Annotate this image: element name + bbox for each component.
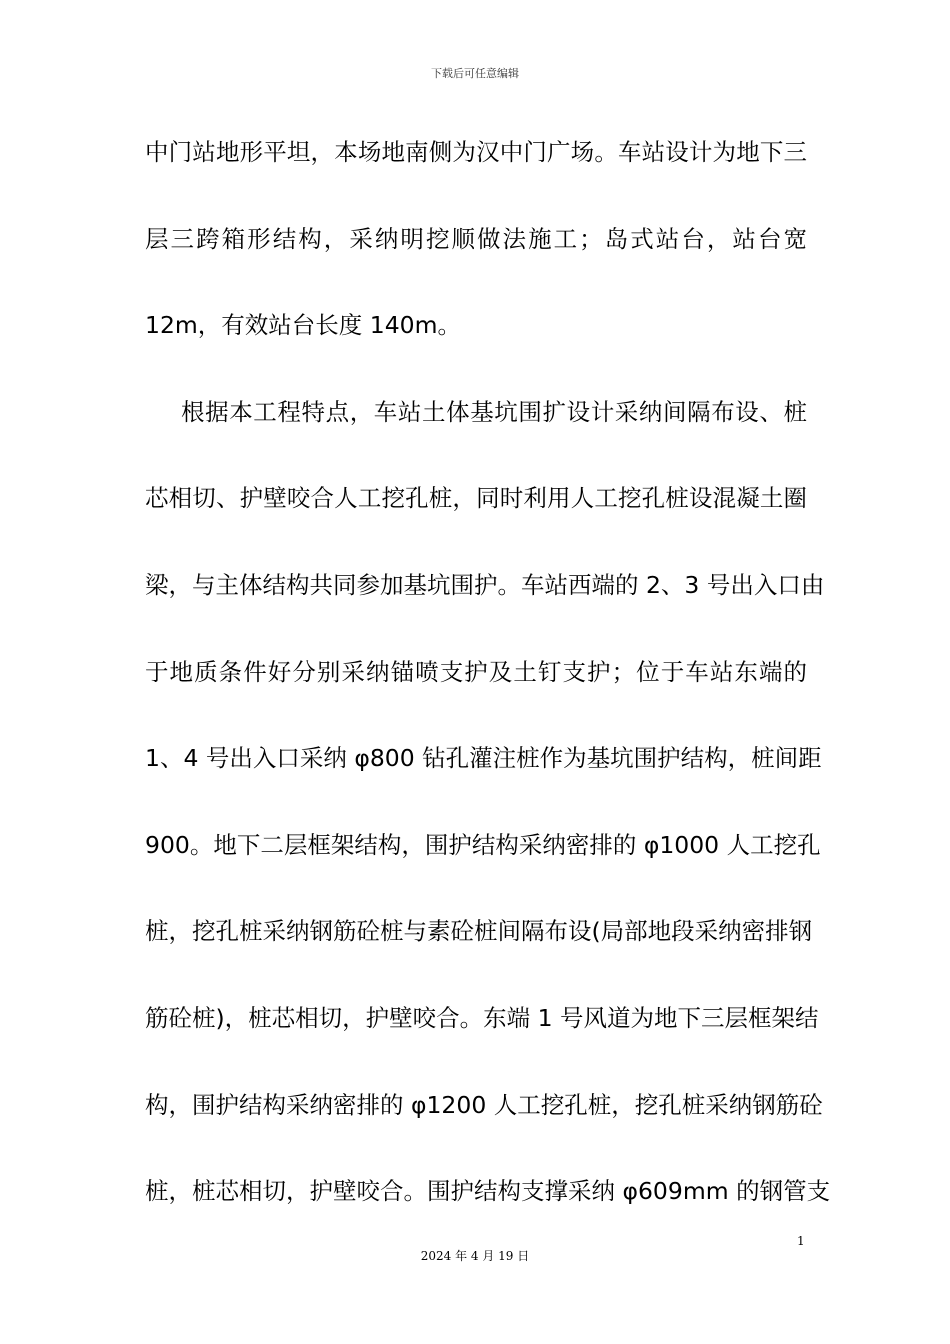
- page-footer-date: 2024 年 4 月 19 日: [420, 1249, 530, 1263]
- body-line: 筋砼桩)，桩芯相切，护壁咬合。东端 1 号风道为地下三层框架结: [145, 1003, 819, 1032]
- page-number: 1: [797, 1234, 805, 1248]
- document-body: [145, 126, 831, 1252]
- body-line: 层三跨箱形结构，采纳明挖顺做法施工；岛式站台，站台宽: [145, 224, 807, 253]
- body-line: 桩，挖孔桩采纳钢筋砼桩与素砼桩间隔布设(局部地段采纳密排钢: [145, 917, 813, 946]
- body-line: 梁，与主体结构共同参加基坑围护。车站西端的 2、3 号出入口由: [145, 570, 825, 599]
- body-line: 于地质条件好分别采纳锚喷支护及土钉支护；位于车站东端的: [145, 657, 807, 686]
- body-line: 中门站地形平坦，本场地南侧为汉中门广场。车站设计为地下三: [145, 138, 807, 166]
- page-header: 下载后可任意编辑: [431, 67, 519, 80]
- body-line: 桩，桩芯相切，护壁咬合。围护结构支撑采纳 φ609mm 的钢管支: [145, 1177, 831, 1206]
- body-line: 构，围护结构采纳密排的 φ1200 人工挖孔桩，挖孔桩采纳钢筋砼: [145, 1090, 823, 1119]
- body-line: 芯相切、护壁咬合人工挖孔桩，同时利用人工挖孔桩设混凝土圈: [145, 484, 807, 513]
- body-line: 12m，有效站台长度 140m。: [145, 311, 462, 340]
- body-line: 900。地下二层框架结构，围护结构采纳密排的 φ1000 人工挖孔: [145, 830, 821, 859]
- body-line: 1、4 号出入口采纳 φ800 钻孔灌注桩作为基坑围护结构，桩间距: [145, 744, 822, 773]
- body-line: 根据本工程特点，车站土体基坑围扩设计采纳间隔布设、桩: [181, 397, 807, 426]
